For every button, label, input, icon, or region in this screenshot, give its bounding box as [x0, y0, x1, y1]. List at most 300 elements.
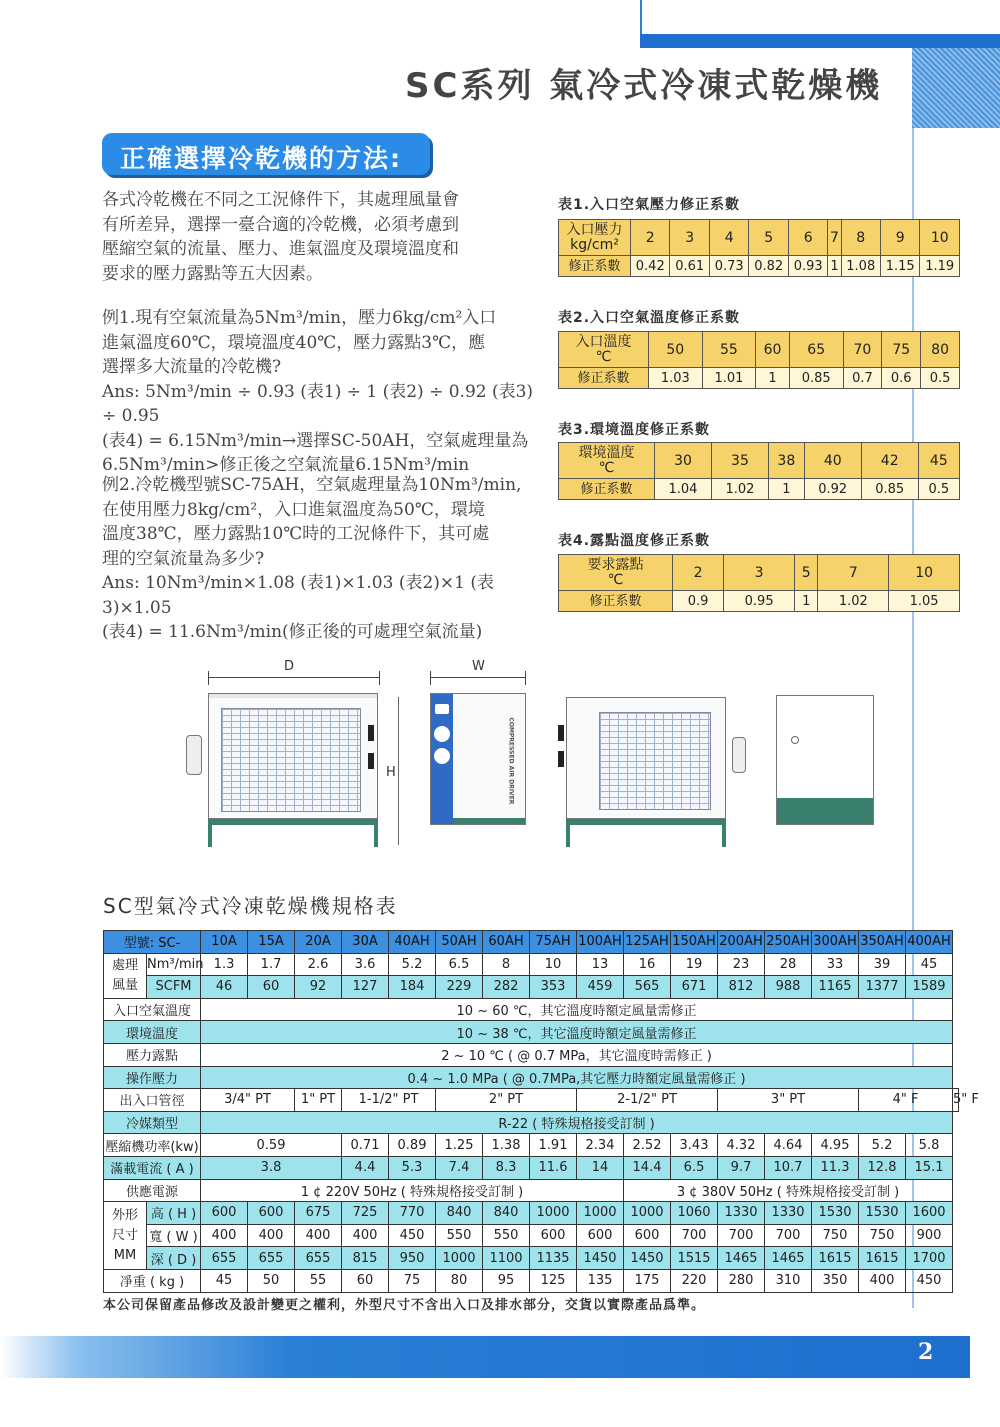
side-label: COMPRESSED AIR DRIVER	[507, 717, 515, 805]
pipe-cell: 5" F	[953, 1089, 959, 1112]
footer-band	[0, 1336, 970, 1378]
table4-cell: 0.9	[673, 591, 724, 612]
dryer-leg	[374, 825, 378, 847]
supply-value-1: 1 ¢ 220V 50Hz ( 特殊規格接受訂制 )	[201, 1179, 624, 1202]
table1-cell: 7	[828, 220, 841, 256]
table1-cell: 0.73	[709, 256, 748, 277]
nm-cell: 28	[765, 953, 812, 976]
dew-value: 2 ~ 10 ℃ ( @ 0.7 MPa，其它溫度時需修正 )	[201, 1043, 953, 1066]
current-cell: 10.7	[765, 1156, 812, 1179]
supply-row	[104, 1179, 959, 1202]
table1-cell: 3	[670, 220, 709, 256]
table2-caption: 表2.入口空氣溫度修正系數	[558, 310, 741, 326]
current-cell: 11.3	[812, 1156, 859, 1179]
table1-cell: 1.15	[880, 256, 919, 277]
table2-cell: 80	[921, 332, 960, 368]
dimension-line-h	[398, 697, 399, 845]
weight-cell: 310	[765, 1269, 812, 1292]
model-cell: 125AH	[624, 931, 671, 954]
weight-cell: 80	[436, 1269, 483, 1292]
example-line: Ans: 10Nm³/min×1.08 (表1)×1.03 (表2)×1 (表3)×1.05	[102, 573, 495, 618]
depth-cell: 1615	[812, 1247, 859, 1270]
table1-cell: 2	[631, 220, 670, 256]
example-line: 例2.冷乾機型號SC-75AH，空氣處理量為10Nm³/min,	[102, 475, 522, 495]
table1	[558, 219, 960, 277]
model-label: 型號: SC-	[104, 931, 201, 954]
table1-cell: 1	[828, 256, 841, 277]
current-cell: 15.1	[906, 1156, 953, 1179]
width-cell: 600	[624, 1224, 671, 1247]
table3-cell: 1	[768, 479, 804, 500]
scfm-cell: 1377	[859, 976, 906, 999]
refrigerant-label: 冷媒類型	[104, 1111, 201, 1134]
table3-cell: 40	[804, 443, 861, 479]
page-title: SC系列 氣冷式冷凍式乾燥機	[405, 66, 883, 106]
table2-cell: 70	[843, 332, 882, 368]
table2-header-label: 入口溫度 ℃	[559, 332, 649, 368]
nm-cell: 23	[718, 953, 765, 976]
door-handle-icon	[791, 736, 799, 744]
example-line: 溫度38℃，壓力露點10℃時的工況條件下，其可處	[102, 524, 490, 544]
height-cell: 840	[436, 1202, 483, 1225]
weight-cell: 280	[718, 1269, 765, 1292]
table4-cell: 7	[818, 555, 889, 591]
scfm-unit: SCFM	[147, 976, 201, 999]
inlet-temp-row	[104, 998, 959, 1021]
nm-cell: 1.3	[201, 953, 248, 976]
example-line: Ans: 5Nm³/min ÷ 0.93 (表1) ÷ 1 (表2) ÷ 0.92 (表3) ÷ 0.95	[102, 381, 534, 426]
model-cell: 350AH	[859, 931, 906, 954]
flow-scfm-row	[104, 976, 959, 999]
dimension-line-d	[208, 677, 380, 678]
power-cell: 3.43	[671, 1134, 718, 1157]
depth-cell: 655	[248, 1247, 295, 1270]
nm-cell: 33	[812, 953, 859, 976]
dew-row	[104, 1043, 959, 1066]
nm-cell: 16	[624, 953, 671, 976]
table1-cell: 0.42	[631, 256, 670, 277]
depth-cell: 1450	[624, 1247, 671, 1270]
table2-cell: 0.85	[789, 368, 843, 389]
power-cell: 4.32	[718, 1134, 765, 1157]
power-cell: 5.2	[859, 1134, 906, 1157]
pipe-cell: 1" PT	[295, 1089, 342, 1112]
refrigerant-row	[104, 1111, 959, 1134]
example-line: 在使用壓力8kg/cm²，入口進氣溫度為50℃，環境	[102, 499, 485, 520]
supply-value-2: 3 ¢ 380V 50Hz ( 特殊規格接受訂制 )	[624, 1179, 953, 1202]
width-row	[104, 1224, 959, 1247]
scfm-cell: 1589	[906, 976, 953, 999]
scfm-cell: 127	[342, 976, 389, 999]
header-accent-band	[640, 34, 1000, 48]
table1-cell: 8	[841, 220, 880, 256]
table3-value-label: 修正系數	[559, 479, 655, 500]
table2-cell: 0.6	[882, 368, 921, 389]
nm-cell: 13	[577, 953, 624, 976]
dryer-top-panel	[209, 694, 377, 698]
nm-cell: 5.2	[389, 953, 436, 976]
dryer-back-view	[566, 697, 726, 819]
power-cell: 1.25	[436, 1134, 483, 1157]
depth-row	[104, 1247, 959, 1270]
gauge-icon	[434, 748, 450, 764]
table1-header-label: 入口壓力 kg/cm²	[559, 220, 631, 256]
dryer-base	[208, 819, 378, 825]
depth-label: 深 ( D )	[147, 1247, 201, 1270]
width-cell: 700	[765, 1224, 812, 1247]
depth-cell: 1515	[671, 1247, 718, 1270]
power-label: 壓縮機功率(kw)	[104, 1134, 201, 1157]
switch-icon	[435, 704, 449, 714]
scfm-cell: 1165	[812, 976, 859, 999]
table4-cell: 2	[673, 555, 724, 591]
pipe-cell: 2" PT	[436, 1089, 577, 1112]
current-row	[104, 1156, 959, 1179]
current-cell: 3.8	[201, 1156, 342, 1179]
weight-cell: 55	[295, 1269, 342, 1292]
env-temp-label: 環境溫度	[104, 1021, 201, 1044]
flow-nm-row	[104, 953, 959, 976]
pipe-cell: 4" F	[859, 1089, 953, 1112]
pressure-value: 0.4 ~ 1.0 MPa ( @ 0.7MPa,其它壓力時額定風量需修正 )	[201, 1066, 953, 1089]
table1-cell: 0.93	[788, 256, 827, 277]
table1-cell: 1.08	[841, 256, 880, 277]
supply-label: 供應電源	[104, 1179, 201, 1202]
scfm-cell: 565	[624, 976, 671, 999]
width-cell: 400	[342, 1224, 389, 1247]
height-cell: 840	[483, 1202, 530, 1225]
weight-cell: 350	[812, 1269, 859, 1292]
table3-caption: 表3.環境溫度修正系數	[558, 422, 711, 438]
table2-cell: 55	[702, 332, 756, 368]
nm-cell: 3.6	[342, 953, 389, 976]
intro-line: 各式冷乾機在不同之工況條件下，其處理風量會	[102, 190, 459, 210]
dimension-tick	[430, 671, 431, 685]
height-cell: 725	[342, 1202, 389, 1225]
model-cell: 75AH	[530, 931, 577, 954]
table1-cell: 6	[788, 220, 827, 256]
table4	[558, 554, 960, 612]
current-cell: 12.8	[859, 1156, 906, 1179]
header-accent-line	[640, 0, 642, 36]
table3-header-label: 環境溫度 ℃	[559, 443, 655, 479]
height-label: 高 ( H )	[147, 1202, 201, 1225]
width-cell: 750	[812, 1224, 859, 1247]
weight-cell: 45	[201, 1269, 248, 1292]
current-cell: 11.6	[530, 1156, 577, 1179]
table1-cell: 9	[880, 220, 919, 256]
table3	[558, 442, 960, 500]
width-cell: 600	[530, 1224, 577, 1247]
pipe-label: 出入口管徑	[104, 1089, 201, 1112]
model-cell: 150AH	[671, 931, 718, 954]
table4-value-label: 修正系數	[559, 591, 673, 612]
table1-cell: 0.82	[749, 256, 788, 277]
nm-cell: 1.7	[248, 953, 295, 976]
intro-line: 有所差异，選擇一臺合適的冷乾機，必須考慮到	[102, 214, 459, 235]
current-label: 滿載電流 ( A )	[104, 1156, 201, 1179]
weight-cell: 400	[859, 1269, 906, 1292]
table4-cell: 1.05	[889, 591, 960, 612]
gauge-icon	[434, 726, 450, 742]
depth-cell: 1000	[436, 1247, 483, 1270]
depth-cell: 1465	[718, 1247, 765, 1270]
scfm-cell: 184	[389, 976, 436, 999]
dryer-base	[777, 798, 873, 824]
width-cell: 600	[577, 1224, 624, 1247]
intro-line: 要求的壓力露點等五大因素。	[102, 263, 323, 284]
table3-cell: 45	[918, 443, 959, 479]
dew-label: 壓力露點	[104, 1043, 201, 1066]
model-cell: 100AH	[577, 931, 624, 954]
pipe-connector-icon	[558, 751, 564, 767]
env-temp-row	[104, 1021, 959, 1044]
table3-cell: 1.02	[711, 479, 768, 500]
power-cell: 0.71	[342, 1134, 389, 1157]
power-cell: 4.64	[765, 1134, 812, 1157]
table2-cell: 65	[789, 332, 843, 368]
pipe-cell: 2-1/2" PT	[577, 1089, 718, 1112]
model-cell: 10A	[201, 931, 248, 954]
table3-cell: 0.5	[918, 479, 959, 500]
power-cell: 2.34	[577, 1134, 624, 1157]
nm-unit: Nm³/min	[147, 953, 201, 976]
dryer-leg	[566, 825, 570, 847]
current-cell: 14.4	[624, 1156, 671, 1179]
power-cell: 4.95	[812, 1134, 859, 1157]
table1-value-label: 修正系數	[559, 256, 631, 277]
height-cell: 1530	[859, 1202, 906, 1225]
dryer-side-view	[430, 693, 526, 825]
pressure-label: 操作壓力	[104, 1066, 201, 1089]
table3-cell: 0.92	[804, 479, 861, 500]
table3-cell: 0.85	[861, 479, 918, 500]
power-cell: 0.89	[389, 1134, 436, 1157]
depth-cell: 1450	[577, 1247, 624, 1270]
table2-cell: 50	[649, 332, 703, 368]
table2-cell: 75	[882, 332, 921, 368]
dryer-drawings	[180, 655, 910, 855]
depth-cell: 655	[295, 1247, 342, 1270]
dimension-label: 外形 尺寸 MM	[104, 1202, 147, 1270]
height-cell: 1060	[671, 1202, 718, 1225]
height-cell: 1600	[906, 1202, 953, 1225]
weight-cell: 75	[389, 1269, 436, 1292]
power-cell: 1.91	[530, 1134, 577, 1157]
dimension-tick	[379, 671, 380, 685]
example-line: 6.5Nm³/min>修正後之空氣流量6.15Nm³/min	[102, 455, 470, 475]
weight-cell: 135	[577, 1269, 624, 1292]
height-row	[104, 1202, 959, 1225]
example-line: (表4) = 6.15Nm³/min→選擇SC-50AH，空氣處理量為	[102, 430, 529, 451]
dimension-tick	[525, 671, 526, 685]
current-cell: 4.4	[342, 1156, 389, 1179]
dryer-base	[453, 818, 525, 824]
height-cell: 675	[295, 1202, 342, 1225]
height-cell: 1000	[624, 1202, 671, 1225]
weight-cell: 95	[483, 1269, 530, 1292]
scfm-cell: 812	[718, 976, 765, 999]
width-cell: 400	[201, 1224, 248, 1247]
table4-cell: 10	[889, 555, 960, 591]
table3-cell: 38	[768, 443, 804, 479]
dimension-line-w	[430, 677, 526, 678]
power-row	[104, 1134, 959, 1157]
model-cell: 50AH	[436, 931, 483, 954]
scfm-cell: 60	[248, 976, 295, 999]
pipe-connector-icon	[368, 725, 374, 741]
depth-cell: 1465	[765, 1247, 812, 1270]
pipe-connector-icon	[368, 753, 374, 769]
nm-cell: 19	[671, 953, 718, 976]
pipe-connector-icon	[558, 725, 564, 741]
height-cell: 1330	[765, 1202, 812, 1225]
nm-cell: 8	[483, 953, 530, 976]
table2	[558, 331, 960, 389]
model-cell: 30A	[342, 931, 389, 954]
table2-cell: 0.7	[843, 368, 882, 389]
table2-cell: 1	[756, 368, 790, 389]
weight-cell: 60	[342, 1269, 389, 1292]
current-cell: 5.3	[389, 1156, 436, 1179]
model-cell: 60AH	[483, 931, 530, 954]
condenser-grille	[599, 712, 711, 810]
width-label: 寬 ( W )	[147, 1224, 201, 1247]
current-cell: 6.5	[671, 1156, 718, 1179]
table4-cell: 5	[795, 555, 818, 591]
table3-cell: 1.04	[655, 479, 712, 500]
table1-cell: 5	[749, 220, 788, 256]
intro-paragraph	[102, 188, 542, 286]
example-line: 選擇多大流量的冷乾機?	[102, 357, 282, 377]
power-cell: 1.38	[483, 1134, 530, 1157]
nm-cell: 2.6	[295, 953, 342, 976]
table2-cell: 1.01	[702, 368, 756, 389]
width-cell: 550	[436, 1224, 483, 1247]
intro-line: 壓縮空氣的流量、壓力、進氣溫度及環境溫度和	[102, 239, 459, 259]
current-cell: 14	[577, 1156, 624, 1179]
model-cell: 15A	[248, 931, 295, 954]
scfm-cell: 229	[436, 976, 483, 999]
example-line: 理的空氣流量為多少?	[102, 548, 265, 569]
power-cell: 5.8	[906, 1134, 953, 1157]
nm-cell: 6.5	[436, 953, 483, 976]
width-cell: 450	[389, 1224, 436, 1247]
scfm-cell: 282	[483, 976, 530, 999]
current-cell: 7.4	[436, 1156, 483, 1179]
weight-cell: 175	[624, 1269, 671, 1292]
height-cell: 1000	[577, 1202, 624, 1225]
height-cell: 600	[248, 1202, 295, 1225]
inlet-temp-value: 10 ~ 60 ℃，其它溫度時額定風量需修正	[201, 998, 953, 1021]
table4-cell: 1	[795, 591, 818, 612]
table1-cell: 0.61	[670, 256, 709, 277]
table3-cell: 30	[655, 443, 712, 479]
width-cell: 700	[718, 1224, 765, 1247]
example-line: 進氣溫度60℃，環境溫度40℃，壓力露點3℃，應	[102, 332, 486, 353]
spec-table	[103, 930, 979, 1293]
pipe-cell: 1-1/2" PT	[342, 1089, 436, 1112]
dryer-side-view-2	[776, 695, 874, 825]
weight-cell: 125	[530, 1269, 577, 1292]
table2-value-label: 修正系數	[559, 368, 649, 389]
width-cell: 700	[671, 1224, 718, 1247]
scfm-cell: 353	[530, 976, 577, 999]
dryer-front-view	[208, 693, 378, 819]
table1-cell: 1.19	[920, 256, 960, 277]
scfm-cell: 671	[671, 976, 718, 999]
dimension-label-h: H	[386, 765, 396, 780]
scfm-cell: 46	[201, 976, 248, 999]
table1-caption: 表1.入口空氣壓力修正系數	[558, 197, 741, 213]
dimension-tick	[208, 671, 209, 685]
power-cell: 0.59	[201, 1134, 342, 1157]
depth-cell: 655	[201, 1247, 248, 1270]
current-cell: 8.3	[483, 1156, 530, 1179]
pipe-cell: 3/4" PT	[201, 1089, 295, 1112]
width-cell: 750	[859, 1224, 906, 1247]
scfm-cell: 988	[765, 976, 812, 999]
table2-cell: 1.03	[649, 368, 703, 389]
width-cell: 900	[906, 1224, 953, 1247]
header-pattern-block	[912, 48, 1000, 128]
scfm-cell: 92	[295, 976, 342, 999]
weight-row	[104, 1269, 959, 1292]
model-cell: 250AH	[765, 931, 812, 954]
model-cell: 40AH	[389, 931, 436, 954]
example-2	[102, 473, 542, 645]
inlet-temp-label: 入口空氣溫度	[104, 998, 201, 1021]
nm-cell: 10	[530, 953, 577, 976]
model-cell: 200AH	[718, 931, 765, 954]
page-number: 2	[918, 1339, 934, 1365]
table4-cell: 0.95	[724, 591, 795, 612]
table2-cell: 0.5	[921, 368, 960, 389]
depth-cell: 950	[389, 1247, 436, 1270]
width-cell: 550	[483, 1224, 530, 1247]
depth-cell: 815	[342, 1247, 389, 1270]
table4-header-label: 要求露點 ℃	[559, 555, 673, 591]
model-cell: 300AH	[812, 931, 859, 954]
model-row	[104, 931, 959, 954]
table1-cell: 10	[920, 220, 960, 256]
height-cell: 1530	[812, 1202, 859, 1225]
nm-cell: 39	[859, 953, 906, 976]
depth-cell: 1135	[530, 1247, 577, 1270]
example-line: (表4) = 11.6Nm³/min(修正後的可處理空氣流量)	[102, 622, 483, 642]
pressure-row	[104, 1066, 959, 1089]
height-cell: 1000	[530, 1202, 577, 1225]
example-1	[102, 306, 542, 478]
refrigerant-value: R-22 ( 特殊規格接受訂制 )	[201, 1111, 953, 1134]
nm-cell: 45	[906, 953, 953, 976]
drain-filter-icon	[732, 737, 746, 773]
example-line: 例1.現有空氣流量為5Nm³/min，壓力6kg/cm²入口	[102, 308, 497, 328]
spec-table-title: SC型氣冷式冷凍乾燥機規格表	[103, 894, 398, 918]
table1-cell: 4	[709, 220, 748, 256]
table4-caption: 表4.露點溫度修正系數	[558, 533, 711, 549]
footnote: 本公司保留產品修改及設計變更之權利，外型尺寸不含出入口及排水部分，交貨以實際產品爲準。	[103, 1298, 706, 1313]
table4-cell: 3	[724, 555, 795, 591]
weight-cell: 450	[906, 1269, 953, 1292]
height-cell: 1330	[718, 1202, 765, 1225]
height-cell: 600	[201, 1202, 248, 1225]
dryer-base	[566, 819, 726, 825]
dryer-leg	[722, 825, 726, 847]
depth-cell: 1100	[483, 1247, 530, 1270]
drain-filter-icon	[186, 735, 202, 775]
height-cell: 770	[389, 1202, 436, 1225]
